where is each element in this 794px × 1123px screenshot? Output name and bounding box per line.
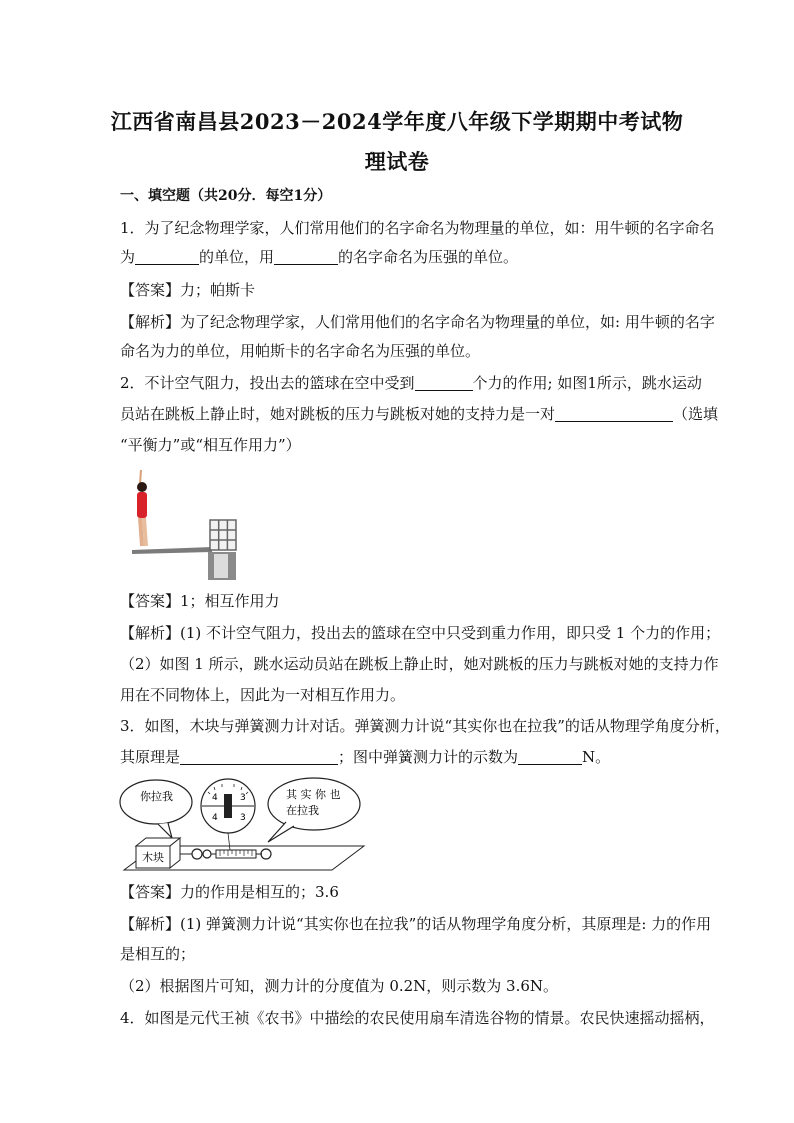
scale-hook [192, 849, 202, 859]
q2-line1 [120, 373, 702, 393]
q1-answer: 【答案】力；帕斯卡 [120, 281, 256, 299]
q1-blank-1 [135, 250, 199, 265]
diver-figure [126, 470, 242, 582]
q1-line2 [120, 247, 680, 267]
q3-blank-2 [518, 750, 582, 765]
q1-line1: 1．为了纪念物理学家，人们常用他们的名字命名为物理量的单位，如：用牛顿的名字命名 [120, 219, 715, 237]
q2-text-d: （选填 [673, 405, 719, 423]
scale-ring [261, 849, 271, 859]
svg-text:4: 4 [212, 813, 218, 823]
exam-title-line2: 理试卷 [364, 149, 430, 174]
q3-text-a: 其原理是 [120, 748, 181, 766]
q2-blank-1 [415, 376, 473, 391]
q1-analysis-2: 命名为力的单位，用帕斯卡的名字命名为压强的单位。 [120, 342, 481, 360]
exam-title-line1: 江西省南昌县2023－2024学年度八年级下学期期中考试物 [110, 109, 684, 134]
q2-text-c: 员站在跳板上静止时，她对跳板的压力与跳板对她的支持力是一对 [120, 405, 556, 423]
q2-blank-2 [555, 407, 673, 422]
q1-text-b: 的单位，用 [199, 248, 275, 266]
diver-swimsuit [137, 492, 147, 518]
background-window [210, 520, 236, 550]
q4-line1: 4．如图是元代王祯《农书》中描绘的农民使用扇车清选谷物的情景。农民快速摇动摇柄， [120, 1009, 715, 1027]
svg-text:4: 4 [212, 793, 218, 803]
left-bubble-text: 你拉我 [140, 790, 173, 803]
q2-text-b: 个力的作用; 如图1所示，跳水运动 [472, 374, 702, 392]
q3-analysis-3: （2）根据图片可知，测力计的分度值为 0.2N，则示数为 3.6N。 [120, 977, 559, 995]
dial-pointer [224, 794, 232, 818]
q1-text-c: 的名字命名为压强的单位。 [338, 248, 519, 266]
q3-text-c: N。 [582, 748, 611, 766]
q2-analysis-3: 用在不同物体上，因此为一对相互作用力。 [120, 686, 406, 704]
right-bubble-text-1: 其 实 你 也 [286, 788, 341, 801]
spring-scale-figure [118, 776, 368, 876]
q2-line2 [120, 404, 719, 424]
q3-blank-1 [180, 750, 338, 765]
q1-blank-2 [274, 250, 338, 265]
q3-answer: 【答案】力的作用是相互的；3.6 [120, 883, 339, 901]
diver-head [137, 482, 147, 492]
q3-text-b: ；图中弹簧测力计的示数为 [338, 748, 519, 766]
right-bubble-text-2: 在拉我 [286, 804, 319, 817]
svg-text:3: 3 [240, 813, 246, 823]
q3-line2 [120, 747, 680, 767]
svg-text:3: 3 [240, 793, 246, 803]
q3-analysis-2: 是相互的； [120, 945, 196, 963]
q2-answer: 【答案】1；相互作用力 [120, 592, 280, 610]
springboard [132, 547, 212, 554]
block-label: 木块 [142, 851, 164, 864]
q2-text-a: 2．不计空气阻力，投出去的篮球在空中受到 [120, 374, 415, 392]
q2-analysis-1: 【解析】(1) 不计空气阻力，投出去的篮球在空中只受到重力作用，即只受 1 个力的作用； [120, 624, 721, 642]
q3-line1: 3．如图，木块与弹簧测力计对话。弹簧测力计说“其实你也在拉我”的话从物理学角度分析， [120, 717, 730, 735]
q1-text-a: 为 [120, 248, 136, 266]
diver-leg [140, 518, 142, 546]
diver-arm [140, 470, 141, 484]
q2-line3: “平衡力”或“相互作用力”） [120, 436, 301, 454]
q3-analysis-1: 【解析】(1) 弹簧测力计说“其实你也在拉我”的话从物理学角度分析，其原理是: 力的作用 [120, 915, 712, 933]
q1-analysis-1: 【解析】为了纪念物理学家，人们常用他们的名字命名为物理量的单位，如: 用牛顿的名字 [120, 313, 715, 331]
section-heading: 一、填空题（共20分．每空1分） [120, 188, 332, 204]
q2-analysis-2: （2）如图 1 所示，跳水运动员站在跳板上静止时，她对跳板的压力与跳板对她的支持力作 [120, 655, 719, 673]
